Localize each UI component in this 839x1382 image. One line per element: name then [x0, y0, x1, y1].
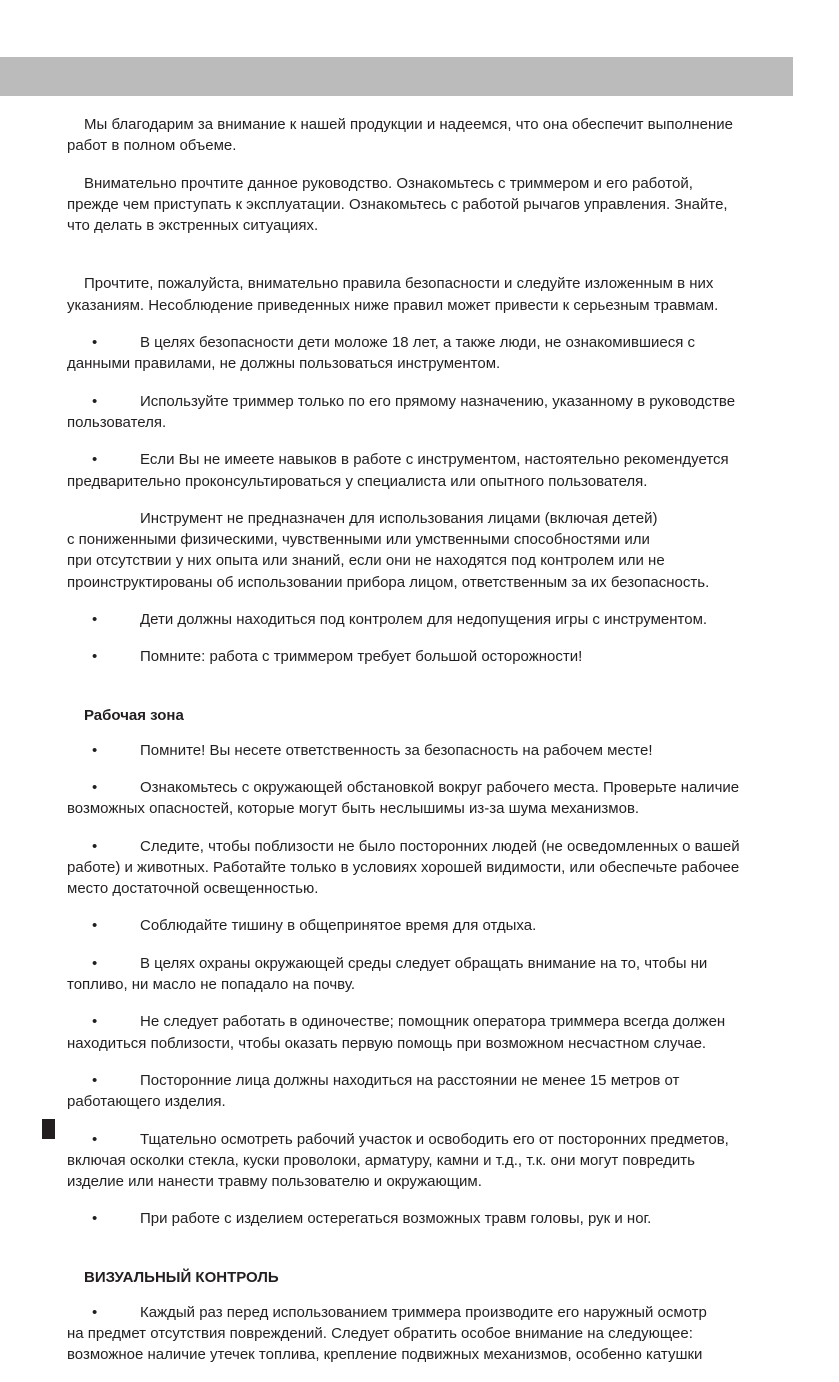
text-line: Помните! Вы несете ответственность за безопасность на рабочем месте!	[140, 741, 653, 759]
bullet-icon: •	[92, 1210, 98, 1228]
bullet-item	[67, 1070, 807, 1113]
text-line: работающего изделия.	[67, 1093, 226, 1111]
bullet-icon: •	[92, 1071, 98, 1089]
text-line: Используйте триммер только по его прямому назначению, указанному в руководстве	[140, 392, 736, 410]
page-content	[67, 114, 807, 1382]
text-line: на предмет отсутствия повреждений. Следует обратить особое внимание на следующее:	[67, 1324, 693, 1342]
bullet-icon: •	[92, 917, 98, 935]
paragraph	[67, 114, 807, 157]
bullet-icon: •	[92, 1303, 98, 1321]
paragraph	[67, 173, 807, 237]
text-line: работе) и животных. Работайте только в условиях хорошей видимости, или обеспечьте рабочее	[67, 858, 740, 876]
bullet-icon: •	[92, 611, 98, 629]
text-line: Ознакомьтесь с окружающей обстановкой вокруг рабочего места. Проверьте наличие	[140, 778, 740, 796]
section-heading: Рабочая зона	[84, 706, 184, 724]
bullet-item	[67, 646, 807, 667]
text-line: Инструмент не предназначен для использования лицами (включая детей)	[140, 509, 658, 527]
bullet-icon: •	[92, 741, 98, 759]
text-line: При работе с изделием остерегаться возможных травм головы, рук и ног.	[140, 1210, 652, 1228]
text-line: что делать в экстренных ситуациях.	[67, 217, 319, 235]
bullet-item	[67, 953, 807, 996]
text-line: топливо, ни масло не попадало на почву.	[67, 976, 355, 994]
text-line: с пониженными физическими, чувственными или умственными способностями или	[67, 531, 650, 549]
text-line: при отсутствии у них опыта или знаний, если они не находятся под контролем или не	[67, 552, 665, 570]
text-line: В целях безопасности дети моложе 18 лет, а также люди, не ознакомившиеся с	[140, 334, 695, 352]
text-line: Помните: работа с триммером требует большой осторожности!	[140, 648, 583, 666]
bullet-item	[67, 740, 807, 761]
text-line: включая осколки стекла, куски проволоки, арматуру, камни и т.д., т.к. они могут повредить	[67, 1151, 695, 1169]
bullet-item	[67, 777, 807, 820]
bullet-item	[67, 1129, 807, 1193]
text-line: возможных опасностей, которые могут быть неслышимы из-за шума механизмов.	[67, 800, 640, 818]
bullet-icon: •	[92, 451, 98, 469]
bullet-icon: •	[92, 648, 98, 666]
paragraph	[67, 508, 807, 593]
bullet-icon: •	[92, 1130, 98, 1148]
text-line: Соблюдайте тишину в общепринятое время для отдыха.	[140, 917, 537, 935]
text-line: пользователя.	[67, 413, 167, 431]
text-line: Не следует работать в одиночестве; помощник оператора триммера всегда должен	[140, 1013, 726, 1031]
text-line: изделие или нанести травму пользователю и окружающим.	[67, 1173, 482, 1191]
text-line: находиться поблизости, чтобы оказать первую помощь при возможном несчастном случае.	[67, 1034, 707, 1052]
bullet-icon: •	[92, 837, 98, 855]
text-line: данными правилами, не должны пользоваться инструментом.	[67, 355, 501, 373]
bullet-item	[67, 1302, 807, 1366]
page-marker	[42, 1119, 55, 1139]
text-line: Посторонние лица должны находиться на расстоянии не менее 15 метров от	[140, 1071, 680, 1089]
text-line: Тщательно осмотреть рабочий участок и освободить его от посторонних предметов,	[140, 1130, 729, 1148]
section-heading: ВИЗУАЛЬНЫЙ КОНТРОЛЬ	[84, 1268, 279, 1286]
text-line: Прочтите, пожалуйста, внимательно правила безопасности и следуйте изложенным в них	[84, 275, 714, 293]
text-line: Внимательно прочтите данное руководство. Ознакомьтесь с триммером и его работой,	[84, 174, 693, 192]
bullet-item	[67, 332, 807, 375]
header-band	[0, 57, 793, 96]
text-line: Мы благодарим за внимание к нашей продукции и надеемся, что она обеспечит выполнение	[84, 116, 733, 133]
text-line: проинструктированы об использовании прибора лицом, ответственным за их безопасность.	[67, 573, 710, 591]
bullet-icon: •	[92, 954, 98, 972]
paragraph	[67, 273, 807, 316]
bullet-item	[67, 915, 807, 936]
text-line: место достаточной освещенностью.	[67, 880, 319, 898]
text-line: указаниям. Несоблюдение приведенных ниже правил может привести к серьезным травмам.	[67, 296, 719, 314]
text-line: прежде чем приступать к эксплуатации. Ознакомьтесь с работой рычагов управления. Знайте,	[67, 195, 728, 213]
bullet-item	[67, 449, 807, 492]
text-line: Если Вы не имеете навыков в работе с инструментом, настоятельно рекомендуется	[140, 451, 729, 469]
bullet-icon: •	[92, 392, 98, 410]
text-line: возможное наличие утечек топлива, крепление подвижных механизмов, особенно катушки	[67, 1346, 703, 1364]
bullet-item	[67, 1011, 807, 1054]
text-line: предварительно проконсультироваться у специалиста или опытного пользователя.	[67, 472, 648, 490]
text-line: Следите, чтобы поблизости не было посторонних людей (не осведомленных о вашей	[140, 837, 740, 855]
text-line: Каждый раз перед использованием триммера производите его наружный осмотр	[140, 1303, 707, 1321]
bullet-item	[67, 836, 807, 900]
bullet-icon: •	[92, 334, 98, 352]
text-line: В целях охраны окружающей среды следует обращать внимание на то, чтобы ни	[140, 954, 708, 972]
bullet-icon: •	[92, 778, 98, 796]
bullet-icon: •	[92, 1013, 98, 1031]
text-line: Дети должны находиться под контролем для недопущения игры с инструментом.	[140, 611, 708, 629]
bullet-item	[67, 609, 807, 630]
text-line: работ в полном объеме.	[67, 137, 237, 155]
bullet-item	[67, 391, 807, 434]
bullet-item	[67, 1208, 807, 1229]
